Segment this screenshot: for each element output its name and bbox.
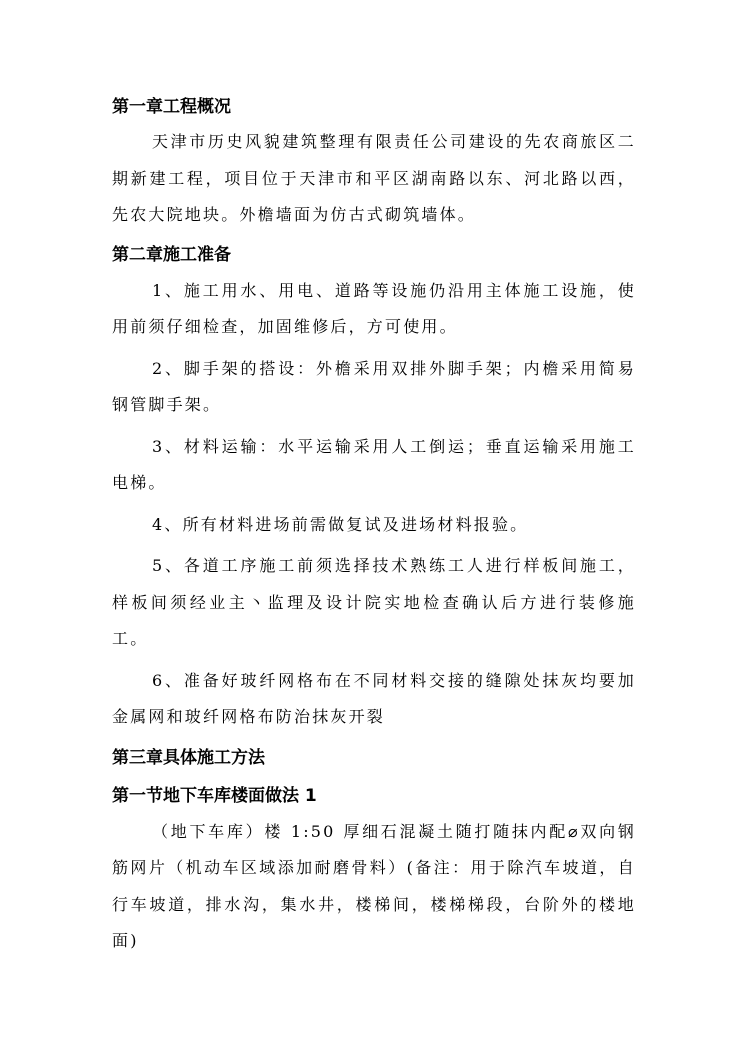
prep-item-5: 5、各道工序施工前须选择技术熟练工人进行样板间施工，样板间须经业主丶监理及设计院实地检查确认后方进行装修施工。 (112, 556, 636, 648)
prep-item-6: 6、准备好玻纤网格布在不同材料交接的缝隙处抹灰均要加金属网和玻纤网格布防治抹灰开裂 (112, 670, 636, 726)
prep-item-4: 4、所有材料进场前需做复试及进场材料报验。 (152, 514, 529, 534)
section-1-title: 第一节地下车库楼面做法 1 (112, 785, 317, 806)
chapter-1-paragraph: 天津市历史风貌建筑整理有限责任公司建设的先农商旅区二期新建工程，项目位于天津市和平区湖南路以东、河北路以西，先农大院地块。外檐墙面为仿古式砌筑墙体。 (112, 132, 636, 224)
prep-item-1: 1、施工用水、用电、道路等设施仍沿用主体施工设施，使用前须仔细检查，加固维修后，方可使用。 (112, 280, 636, 336)
prep-item-3: 3、材料运输：水平运输采用人工倒运；垂直运输采用施工电梯。 (112, 436, 636, 492)
section-1-paragraph: （地下车库）楼 1:50 厚细石混凝土随打随抹内配⌀双向钢筋网片（机动车区域添加耐磨骨料）(备注：用于除汽车坡道，自行车坡道，排水沟，集水井，楼梯间，楼梯梯段，台阶外的楼地面) (112, 821, 636, 950)
chapter-1-title: 第一章工程概况 (112, 97, 231, 117)
chapter-2-title: 第二章施工准备 (112, 244, 231, 265)
document-body (112, 92, 636, 960)
prep-item-2: 2、脚手架的搭设：外檐采用双排外脚手架；内檐采用简易钢管脚手架。 (112, 358, 636, 414)
chapter-3-title: 第三章具体施工方法 (112, 747, 265, 768)
